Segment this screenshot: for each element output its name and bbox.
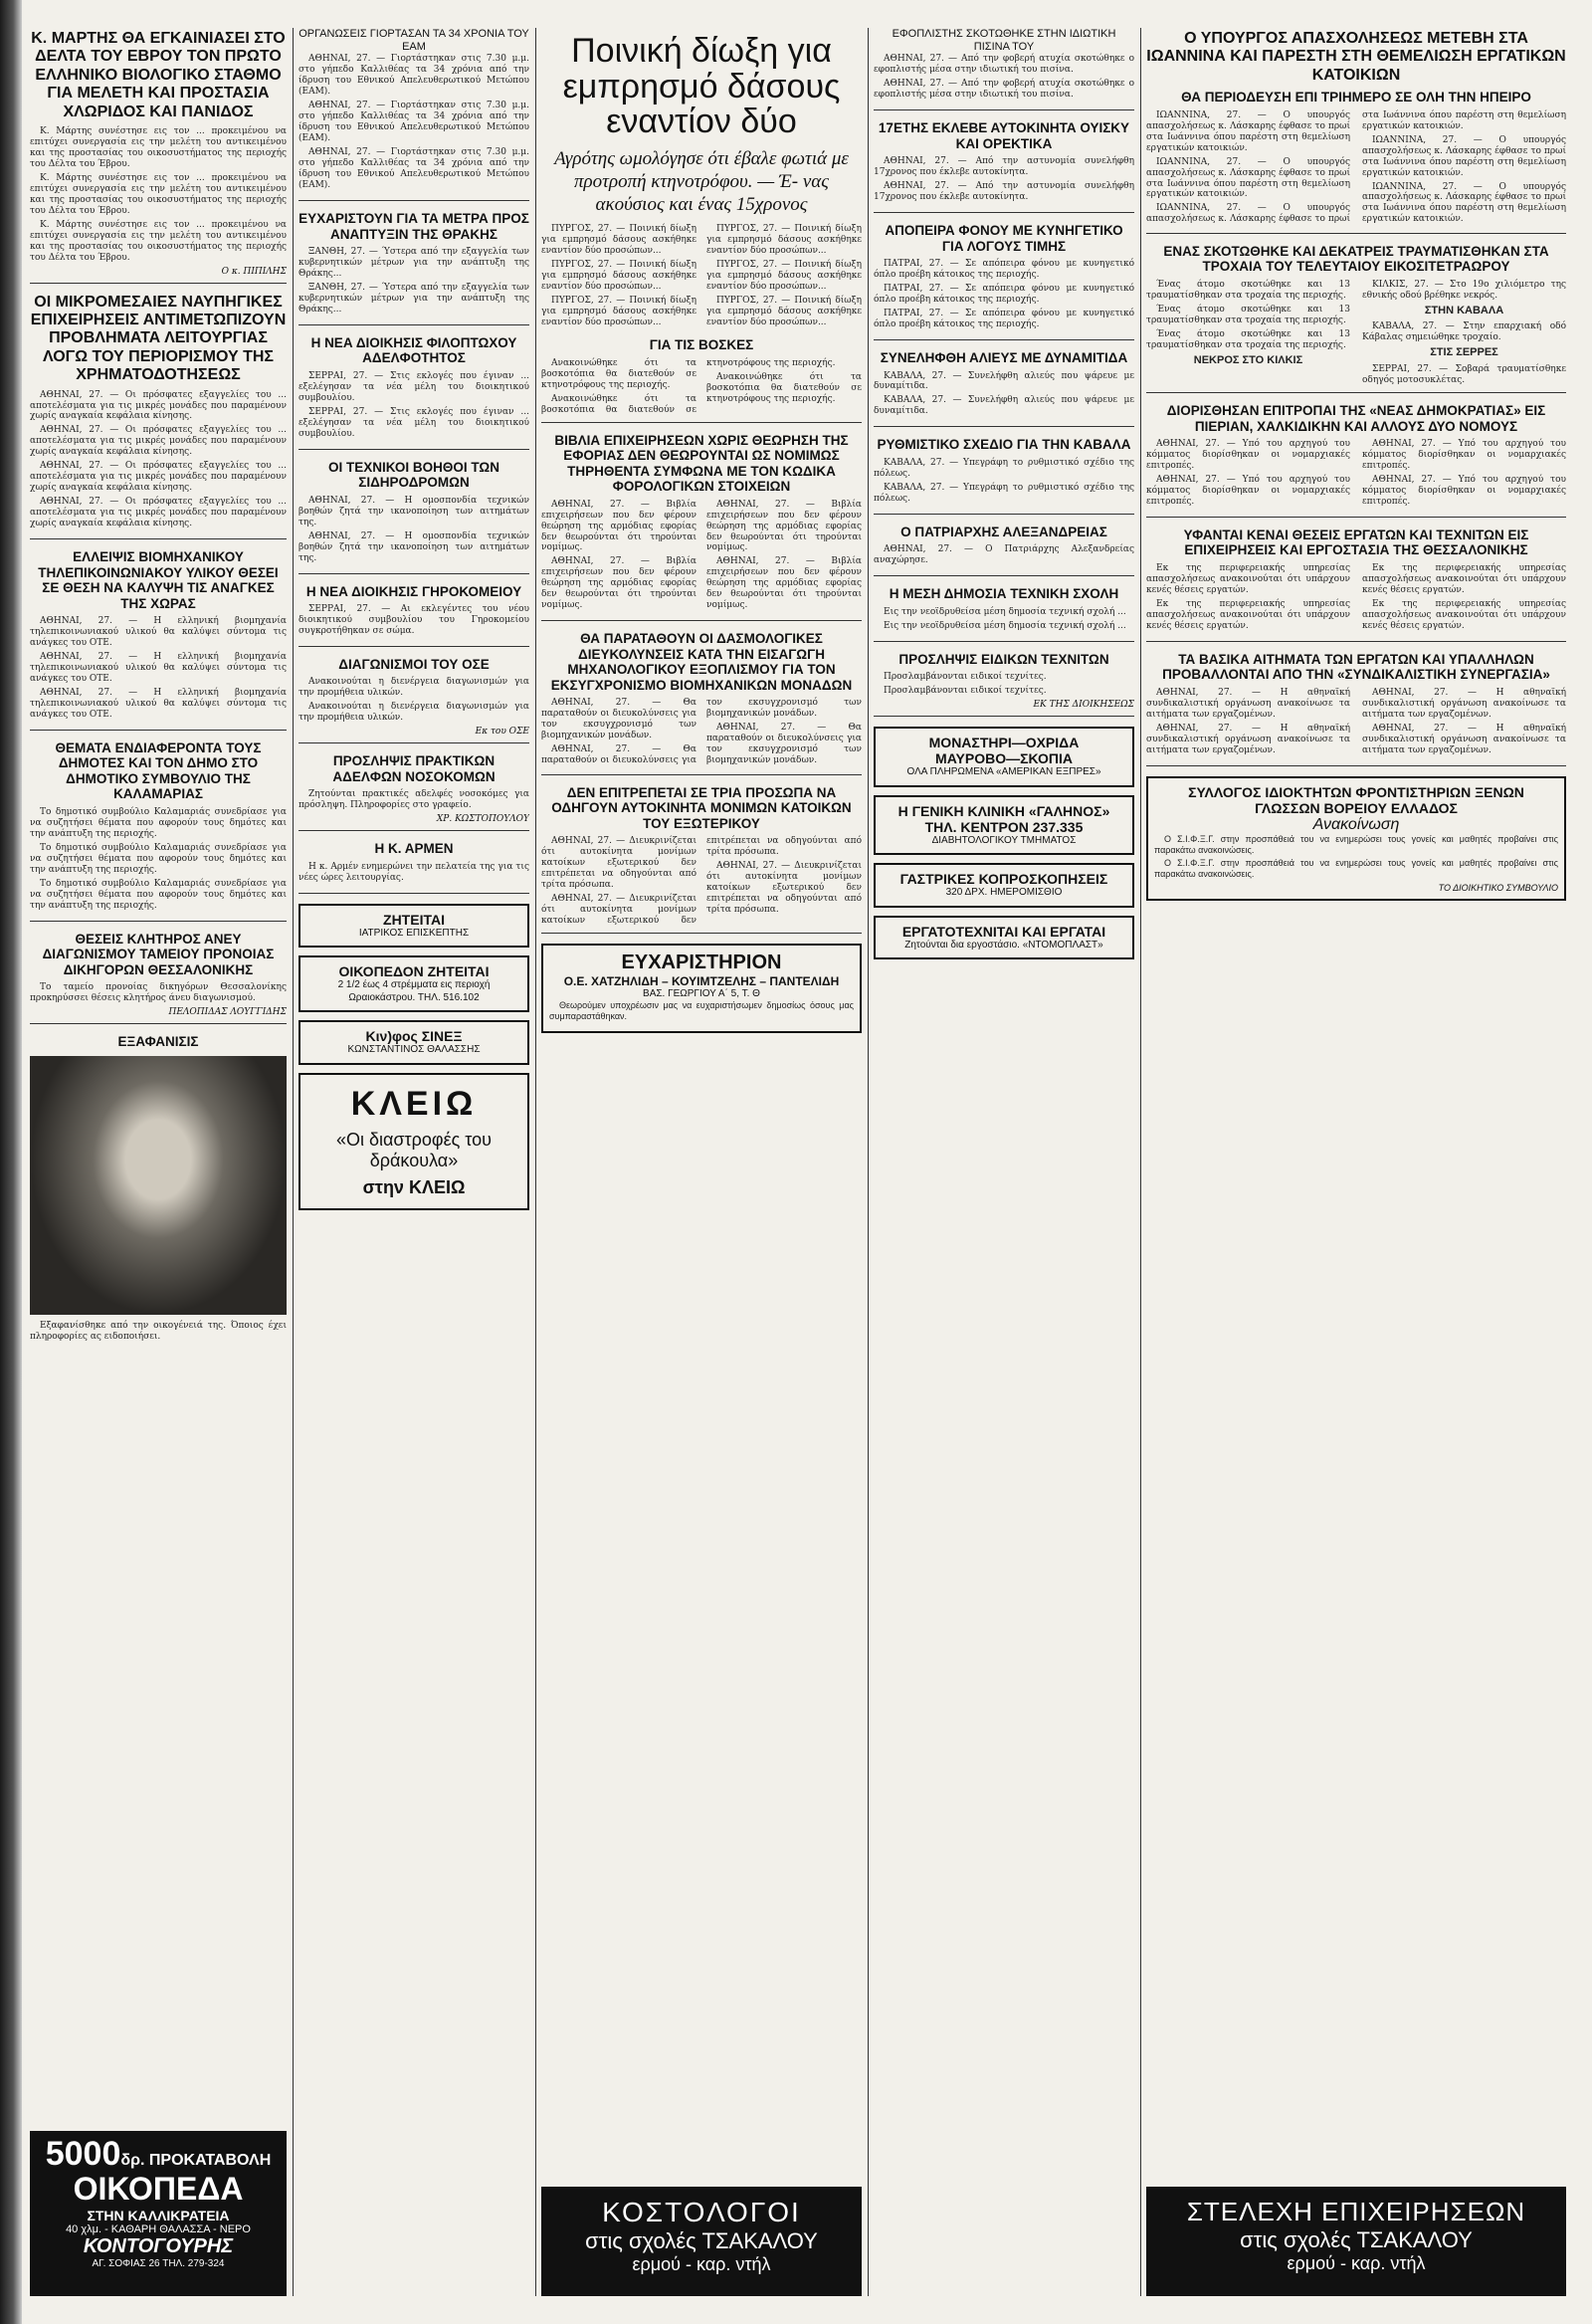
ad-title: ΓΑΣΤΡΙΚΕΣ ΚΟΠΡΟΣΚΟΠΗΣΕΙΣ — [899, 871, 1108, 888]
ad-subtitle: στις σχολές ΤΣΑΚΑΛΟΥ — [1240, 2227, 1473, 2252]
article-headline: ΠΡΟΣΛΗΨΙΣ ΠΡΑΚΤΙΚΩΝ ΑΔΕΛΦΩΝ ΝΟΣΟΚΟΜΩΝ — [332, 753, 496, 784]
article-old-age-home — [298, 584, 529, 647]
article-headline: Η ΝΕΑ ΔΙΟΙΚΗΣΙΣ ΦΙΛΟΠΤΩΧΟΥ ΑΔΕΛΦΟΤΗΤΟΣ — [310, 334, 517, 366]
article-headline: ΔΙΑΓΩΝΙΣΜΟΙ ΤΟΥ ΟΣΕ — [338, 656, 490, 672]
ad-address: ερμού - καρ. ντήλ — [632, 2254, 771, 2274]
notice-title: ΕΞΑΦΑΝΙΣΙΣ — [117, 1034, 199, 1050]
ad-footer: στην ΚΛΕΙΩ — [362, 1176, 466, 1197]
article-dynamite-fisherman — [874, 350, 1134, 427]
article-subheadline: ΝΕΚΡΟΣ ΣΤΟ ΚΙΛΚΙΣ — [1193, 353, 1303, 366]
article-body: ΑΘΗΝΑΙ, 27. — Η ελληνική βιομηχανία τηλεπικοινωνιακού υλικού θα καλύψει σύντομα τις ανάγκες του ΟΤΕ. ΑΘΗΝΑΙ, 27. — Η ελληνική βιομηχανία τηλεπικοινωνιακού υλικού θα καλύψει σύντομα τις ανάγκες του ΟΤΕ. ΑΘΗΝΑΙ, 27. — Η ελληνική βιομηχανία τηλεπικοινωνιακού υλικού θα καλύψει σύντομα τις ανάγκες του ΟΤΕ. — [30, 616, 287, 720]
accountants-school-ad — [541, 2187, 862, 2296]
article-subheadline: ΣΤΗΝ ΚΑΒΑΛΑ — [1424, 304, 1504, 317]
article-caption: Ο κ. ΠΙΠΙΛΗΣ — [221, 266, 287, 277]
ad-subtitle: ΜΑΥΡΟΒΟ—ΣΚΟΠΙΑ — [935, 750, 1073, 767]
ad-phone: ΑΓ. ΣΟΦΙΑΣ 26 ΤΗΛ. 279-324 — [92, 2258, 225, 2269]
main-headline: Ποινική δίωξη για εμπρησμό δάσους εναντίον δύο — [562, 32, 841, 141]
ad-phone: ΤΗΛ. ΚΕΝΤΡΟΝ 237.335 — [924, 818, 1084, 835]
article-headline: ΥΦΑΝΤΑΙ ΚΕΝΑΙ ΘΕΣΕΙΣ ΕΡΓΑΤΩΝ ΚΑΙ ΤΕΧΝΙΤΩΝ ΕΙΣ ΕΠΙΧΕΙΡΗΣΕΙΣ ΚΑΙ ΕΡΓΟΣΤΑΣΙΑ ΤΗΣ ΘΕΣΣΑΛΟΝΙΚΗΣ — [1183, 527, 1529, 558]
article-headline: ΔΕΝ ΕΠΙΤΡΕΠΕΤΑΙ ΣΕ ΤΡΙΑ ΠΡΟΣΩΠΑ ΝΑ ΟΔΗΓΟΥΝ ΑΥΤΟΚΙΝΗΤΑ ΜΟΝΙΜΩΝ ΚΑΤΟΙΚΩΝ ΤΟΥ ΕΞΩΤΕΡΙΚΟΥ — [551, 784, 852, 831]
ad-amount: 5000 — [45, 2135, 121, 2173]
ad-title: Κιν)φος ΣΙΝΕΞ — [365, 1028, 463, 1045]
article-minister-ioannina — [1146, 30, 1566, 234]
article-headline: ΤΑ ΒΑΣΙΚΑ ΑΙΤΗΜΑΤΑ ΤΩΝ ΕΡΓΑΤΩΝ ΚΑΙ ΥΠΑΛΛΗΛΩΝ ΠΡΟΒΑΛΛΟΝΤΑΙ ΑΠΟ ΤΗΝ «ΣΥΝΔΙΚΑΛΙΣΤΙΚΗ ΣΥΝΕΡΓΑΣΙΑ» — [1162, 651, 1550, 683]
notice-body: Εξαφανίσθηκε από την οικογένειά της. Όποιος έχει πληροφορίες ας ειδοποιήσει. — [30, 1320, 287, 1342]
article-headline: Η Κ. ΑΡΜΕΝ — [374, 841, 454, 857]
article-nd-committees — [1146, 403, 1566, 518]
article-subheadline: ΓΙΑ ΤΙΣ ΒΟΣΚΕΣ — [649, 337, 754, 353]
ad-line: 40 χλμ. - ΚΑΘΑΡΗ ΘΑΛΑΣΣΑ - ΝΕΡΟ — [66, 2223, 251, 2235]
article-signature: ΠΕΛΟΠΙΔΑΣ ΛΟΥΓΓΙΔΗΣ — [168, 1007, 287, 1018]
article-headline: ΕΦΟΠΛΙΣΤΗΣ ΣΚΟΤΩΘΗΚΕ ΣΤΗΝ ΙΔΙΩΤΙΚΗ ΠΙΣΙΝΑ ΤΟΥ — [892, 28, 1116, 54]
article-kavala-plan — [874, 437, 1134, 514]
article-vacancies — [1146, 528, 1566, 642]
notice-signature: ΤΟ ΔΙΟΙΚΗΤΙΚΟ ΣΥΜΒΟΥΛΙΟ — [1438, 883, 1558, 894]
ad-body: Ζητούνται δια εργοστάσιο. «ΝΤΟΜΟΠΛΑΣΤ» — [904, 939, 1103, 951]
article-headline: Ο ΥΠΟΥΡΓΟΣ ΑΠΑΣΧΟΛΗΣΕΩΣ ΜΕΤΕΒΗ ΣΤΑ ΙΩΑΝΝΙΝΑ ΚΑΙ ΠΑΡΕΣΤΗ ΣΤΗ ΘΕΜΕΛΙΩΣΗ ΕΡΓΑΤΙΚΩΝ ΚΑΤΟΙΚΙΩΝ — [1146, 30, 1566, 84]
article-road-accidents — [1146, 244, 1566, 393]
ad-footer: ΔΙΑΒΗΤΟΛΟΓΙΚΟΥ ΤΜΗΜΑΤΟΣ — [931, 834, 1077, 846]
article-body: Κ. Μάρτης συνέστησε εις τον ... προκειμένου να επιτύχει συνεργασία εις την μελέτη του αντικειμένου και της προστασίας του οικοσυστήματος της περιοχής του Δέλτα του Έβρου. Κ. Μάρτης συνέστησε εις τον ... προκειμένου να επιτύχει συνεργασία εις την μελέτη του αντικειμένου και της προστασίας του οικοσυστήματος της περιοχής του Δέλτα του Έβρου. Κ. Μάρτης συνέστησε εις τον ... προκειμένου να επιτύχει συνεργασία εις την μελέτη του αντικειμένου και της προστασίας του οικοσυστήματος της περιοχής του Δέλτα του Έβρου. — [30, 125, 287, 263]
article-shipowner-pool — [874, 28, 1134, 110]
page-binding-edge — [0, 0, 22, 2324]
article-union-demands — [1146, 652, 1566, 766]
article-body: ΑΘΗΝΑΙ, 27. — Από την φοβερή ατυχία σκοτώθηκε ο εφοπλιστής μέσα στην ιδιωτική του πισίνα. ΑΘΗΝΑΙ, 27. — Από την φοβερή ατυχία σκοτώθηκε ο εφοπλιστής μέσα στην ιδιωτική του πισίνα. — [874, 54, 1134, 101]
article-signature: ΧΡ. ΚΩΣΤΟΠΟΥΛΟΥ — [436, 814, 529, 825]
ad-brand: ΚΟΝΤΟΓΟΥΡΗΣ — [83, 2235, 234, 2257]
ad-line: ΣΤΗΝ ΚΑΛΛΙΚΡΑΤΕΙΑ — [87, 2208, 230, 2223]
land-ad — [30, 2131, 287, 2296]
article-biological-station — [30, 30, 287, 284]
article-headline: ΠΡΟΣΛΗΨΙΣ ΕΙΔΙΚΩΝ ΤΕΧΝΙΤΩΝ — [898, 651, 1109, 667]
article-body: ΣΕΡΡΑΙ, 27. — Στις εκλογές που έγιναν ... εξελέγησαν τα νέα μέλη του διοικητικού συμβουλίου. ΣΕΡΡΑΙ, 27. — Στις εκλογές που έγιναν ... εξελέγησαν τα νέα μέλη του διοικητικού συμβουλίου. — [298, 370, 529, 439]
article-body: ΑΘΗΝΑΙ, 27. — Υπό του αρχηγού του κόμματος διορίσθηκαν οι νομαρχιακές επιτροπές. ΑΘΗΝΑΙ, 27. — Υπό του αρχηγού του κόμματος διορίσθηκαν οι νομαρχιακές επιτροπές. ΑΘΗΝΑΙ, 27. — Υπό του αρχηγού του κόμματος διορίσθηκαν οι νομαρχιακές επιτροπές. ΑΘΗΝΑΙ, 27. — Υπό του αρχηγού του κόμματος διορίσθηκαν οι νομαρχιακές επιτροπές. — [1146, 439, 1566, 507]
workers-ad — [874, 916, 1134, 960]
ad-title: ΚΛΕΙΩ — [350, 1084, 478, 1123]
article-body: Η κ. Αρμέν ενημερώνει την πελατεία της για τις νέες ώρες λειτουργίας. — [298, 861, 529, 883]
wanted-ad-plot — [298, 955, 529, 1012]
column-rule — [1140, 28, 1141, 2296]
article-signature: Εκ του ΟΣΕ — [475, 727, 529, 738]
ad-unit: δρ. ΠΡΟΚΑΤΑΒΟΛΗ — [120, 2152, 272, 2169]
travel-ad — [874, 727, 1134, 787]
notice-body: Ο Σ.Ι.Φ.Ξ.Γ. στην προσπάθειά του να ενημερώσει τους γονείς και μαθητές προβαίνει στις παρακάτω ανακοινώσεις. Ο Σ.Ι.Φ.Ξ.Γ. στην προσπάθειά του να ενημερώσει τους γονείς και μαθητές προβαίνει στις παρακάτω ανακοινώσεις. — [1154, 833, 1558, 880]
article-headline: ΘΑ ΠΑΡΑΤΑΘΟΥΝ ΟΙ ΔΑΣΜΟΛΟΓΙΚΕΣ ΔΙΕΥΚΟΛΥΝΣΕΙΣ ΚΑΤΑ ΤΗΝ ΕΙΣΑΓΩΓΗ ΜΗΧΑΝΟΛΟΓΙΚΟΥ ΕΞΟΠΛΙΣΜΟΥ ΓΙΑ ΤΟΝ ΕΚΣΥΓΧΡΟΝΙΣΜΟ ΒΙΟΜΗΧΑΝΙΚΩΝ ΜΟΝΑΔΩΝ — [550, 631, 853, 693]
article-technicians-hiring — [874, 652, 1134, 717]
ad-title: ΕΡΓΑΤΟΤΕΧΝΙΤΑΙ ΚΑΙ ΕΡΓΑΤΑΙ — [901, 923, 1106, 940]
column-1 — [30, 28, 287, 2296]
wanted-ad-visitor — [298, 904, 529, 949]
article-body: ΙΩΑΝΝΙΝΑ, 27. — Ο υπουργός απασχολήσεως κ. Λάσκαρης έφθασε το πρωί στα Ιωάννινα όπου παρέστη στη θεμελίωση εργατικών κατοικιών. ΙΩΑΝΝΙΝΑ, 27. — Ο υπουργός απασχολήσεως κ. Λάσκαρης έφθασε το πρωί στα Ιωάννινα όπου παρέστη στη θεμελίωση εργατικών κατοικιών. ΙΩΑΝΝΙΝΑ, 27. — Ο υπουργός απασχολήσεως κ. Λάσκαρης έφθασε το πρωί στα Ιωάννινα όπου παρέστη στη θεμελίωση εργατικών κατοικιών. ΙΩΑΝΝΙΝΑ, 27. — Ο υπουργός απασχολήσεως κ. Λάσκαρης έφθασε το πρωί στα Ιωάννινα όπου παρέστη στη θεμελίωση εργατικών κατοικιών. ΙΩΑΝΝΙΝΑ, 27. — Ο υπουργός απασχολήσεως κ. Λάσκαρης έφθασε το πρωί στα Ιωάννινα όπου παρέστη στη θεμελίωση εργατικών κατοικιών. — [1146, 109, 1566, 225]
article-headline: Ο ΠΑΤΡΙΑΡΧΗΣ ΑΛΕΞΑΝΔΡΕΙΑΣ — [900, 524, 1107, 539]
article-headline: 17ΕΤΗΣ ΕΚΛΕΒΕ ΑΥΤΟΚΙΝΗΤΑ ΟΥΙΣΚΥ ΚΑΙ ΟΡΕΚΤΙΚΑ — [878, 120, 1130, 151]
article-body: Προσλαμβάνονται ειδικοί τεχνίτες. Προσλαμβάνονται ειδικοί τεχνίτες. — [884, 672, 1047, 697]
article-technical-school — [874, 586, 1134, 641]
thanks-notice — [541, 944, 862, 1033]
article-headline: ΟΡΓΑΝΩΣΕΙΣ ΓΙΟΡΤΑΣΑΝ ΤΑ 34 ΧΡΟΝΙΑ ΤΟΥ ΕΑΜ — [298, 28, 529, 54]
article-headline: ΒΙΒΛΙΑ ΕΠΙΧΕΙΡΗΣΕΩΝ ΧΩΡΙΣ ΘΕΩΡΗΣΗ ΤΗΣ ΕΦΟΡΙΑΣ ΔΕΝ ΘΕΩΡΟΥΝΤΑΙ ΩΣ ΝΟΜΙΜΩΣ ΤΗΡΗΘΕΝΤΑ ΣΥΜΦΩΝΑ ΜΕ ΤΟΝ ΚΩΔΙΚΑ ΦΟΡΟΛΟΓΙΚΩΝ ΣΤΟΙΧΕΙΩΝ — [554, 432, 849, 495]
article-headline: ΕΝΑΣ ΣΚΟΤΩΘΗΚΕ ΚΑΙ ΔΕΚΑΤΡΕΙΣ ΤΡΑΥΜΑΤΙΣΘΗΚΑΝ ΣΤΑ ΤΡΟΧΑΙΑ ΤΟΥ ΤΕΛΕΥΤΑΙΟΥ ΕΙΚΟΣΙΤΕΤΡΑΩΡΟΥ — [1163, 243, 1549, 275]
column-5 — [1146, 28, 1566, 2296]
article-body: ΑΘΗΝΑΙ, 27. — Γιορτάστηκαν στις 7.30 μ.μ. στο γήπεδο Καλλιθέας τα 34 χρόνια από την ίδρυση του Εθνικού Απελευθερωτικού Μετώπου (ΕΑΜ). ΑΘΗΝΑΙ, 27. — Γιορτάστηκαν στις 7.30 μ.μ. στο γήπεδο Καλλιθέας τα 34 χρόνια από την ίδρυση του Εθνικού Απελευθερωτικού Μετώπου (ΕΑΜ). ΑΘΗΝΑΙ, 27. — Γιορτάστηκαν στις 7.30 μ.μ. στο γήπεδο Καλλιθέας τα 34 χρόνια από την ίδρυση του Εθνικού Απελευθερωτικού Μετώπου (ΕΑΜ). — [298, 54, 529, 191]
ad-body: 320 ΔΡΧ. ΗΜΕΡΟΜΙΣΘΙΟ — [945, 887, 1063, 899]
article-kalamaria-council — [30, 740, 287, 922]
article-thrace-measures — [298, 211, 529, 325]
article-body: Ανακοινούται η διενέργεια διαγωνισμών για την προμήθεια υλικών. Ανακοινούται η διενέργεια διαγωνισμών για την προμήθεια υλικών. — [298, 677, 529, 724]
ad-subtitle: «Οι διαστροφές του δράκουλα» — [336, 1129, 492, 1170]
notice-title: ΕΥΧΑΡΙΣΤΗΡΙΟΝ — [621, 951, 782, 973]
article-headline: Η ΜΕΣΗ ΔΗΜΟΣΙΑ ΤΕΧΝΙΚΗ ΣΧΟΛΗ — [889, 586, 1119, 602]
main-body: ΠΥΡΓΟΣ, 27. — Ποινική δίωξη για εμπρησμό δάσους ασκήθηκε εναντίον δύο προσώπων... ΠΥΡΓΟΣ, 27. — Ποινική δίωξη για εμπρησμό δάσους ασκήθηκε εναντίον δύο προσώπων... ΠΥΡΓΟΣ, 27. — Ποινική δίωξη για εμπρησμό δάσους ασκήθηκε εναντίον δύο προσώπων... ΠΥΡΓΟΣ, 27. — Ποινική δίωξη για εμπρησμό δάσους ασκήθηκε εναντίον δύο προσώπων... ΠΥΡΓΟΣ, 27. — Ποινική δίωξη για εμπρησμό δάσους ασκήθηκε εναντίον δύο προσώπων... ΠΥΡΓΟΣ, 27. — Ποινική δίωξη για εμπρησμό δάσους ασκήθηκε εναντίον δύο προσώπων... — [541, 224, 862, 328]
ad-title: ΟΙΚΟΠΕΔΑ — [73, 2171, 244, 2207]
language-schools-notice — [1146, 776, 1566, 902]
clinic-ad — [874, 795, 1134, 856]
article-telecom-industry — [30, 549, 287, 731]
lab-ad — [874, 863, 1134, 908]
article-teen-thief — [874, 120, 1134, 213]
article-body: ΑΘΗΝΑΙ, 27. — Βιβλία επιχειρήσεων που δεν φέρουν θεώρηση της αρμόδιας εφορίας δεν θεωρούνται ότι τηρούνται νομίμως. ΑΘΗΝΑΙ, 27. — Βιβλία επιχειρήσεων που δεν φέρουν θεώρηση της αρμόδιας εφορίας δεν θεωρούνται ότι τηρούνται νομίμως. ΑΘΗΝΑΙ, 27. — Βιβλία επιχειρήσεων που δεν φέρουν θεώρηση της αρμόδιας εφορίας δεν θεωρούνται ότι τηρούνται νομίμως. ΑΘΗΝΑΙ, 27. — Βιβλία επιχειρήσεων που δεν φέρουν θεώρηση της αρμόδιας εφορίας δεν θεωρούνται ότι τηρούνται νομίμως. — [541, 499, 862, 611]
article-shipyards — [30, 294, 287, 540]
article-body: ΞΑΝΘΗ, 27. — Ύστερα από την εξαγγελία των κυβερνητικών μέτρων για την ανάπτυξη της Θράκης... ΞΑΝΘΗ, 27. — Ύστερα από την εξαγγελία των κυβερνητικών μέτρων για την ανάπτυξη της Θράκης... — [298, 247, 529, 315]
article-body: ΑΘΗΝΑΙ, 27. — Ο Πατριάρχης Αλεξανδρείας αναχώρησε. — [874, 544, 1134, 566]
article-headline: Κ. ΜΑΡΤΗΣ ΘΑ ΕΓΚΑΙΝΙΑΣΕΙ ΣΤΟ ΔΕΛΤΑ ΤΟΥ ΕΒΡΟΥ ΤΟΝ ΠΡΩΤΟ ΕΛΛΗΝΙΚΟ ΒΙΟΛΟΓΙΚΟ ΣΤΑΘΜΟ ΓΙΑ ΜΕΛΕΤΗ ΚΑΙ ΠΡΟΣΤΑΣΙΑ ΧΛΩΡΙΔΟΣ ΚΑΙ ΠΑΝΙΔΟΣ — [31, 30, 286, 120]
article-subheadline: ΣΤΙΣ ΣΕΡΡΕΣ — [1430, 346, 1498, 359]
article-body: ΑΘΗΝΑΙ, 27. — Θα παραταθούν οι διευκολύνσεις για τον εκσυγχρονισμό των βιομηχανικών μονάδων. ΑΘΗΝΑΙ, 27. — Θα παραταθούν οι διευκολύνσεις για τον εκσυγχρονισμό των βιομηχανικών μονάδων. ΑΘΗΝΑΙ, 27. — Θα παραταθούν οι διευκολύνσεις για τον εκσυγχρονισμό των βιομηχανικών μονάδων. — [541, 698, 862, 766]
column-3 — [541, 28, 862, 2296]
article-body: Εις την νεοϊδρυθείσα μέση δημοσία τεχνική σχολή ... Εις την νεοϊδρυθείσα μέση δημοσία τεχνική σχολή ... — [884, 606, 1126, 631]
article-body: Ζητούνται πρακτικές αδελφές νοσοκόμες για πρόσληψη. Πληροφορίες στο γραφείο. — [298, 789, 529, 811]
article-armen — [298, 841, 529, 893]
ad-subtitle: στις σχολές ΤΣΑΚΑΛΟΥ — [585, 2228, 818, 2253]
kleio-cinema-ad — [298, 1073, 529, 1210]
article-lawyers-fund — [30, 932, 287, 1024]
article-headline: ΘΕΣΕΙΣ ΚΛΗΤΗΡΟΣ ΑΝΕΥ ΔΙΑΓΩΝΙΣΜΟΥ ΤΑΜΕΙΟΥ ΠΡΟΝΟΙΑΣ ΔΙΚΗΓΟΡΩΝ ΘΕΣΣΑΛΟΝΙΚΗΣ — [42, 931, 275, 977]
article-foreign-cars — [541, 785, 862, 934]
ad-title: ΚΟΣΤΟΛΟΓΟΙ — [602, 2197, 801, 2227]
article-body: ΣΕΡΡΑΙ, 27. — Αι εκλεγέντες του νέου διοικητικού συμβουλίου του Γηροκομείου συγκροτήθηκαν σε σώμα. — [298, 604, 529, 636]
article-headline: ΘΕΜΑΤΑ ΕΝΔΙΑΦΕΡΟΝΤΑ ΤΟΥΣ ΔΗΜΟΤΕΣ ΚΑΙ ΤΟΝ ΔΗΜΟ ΣΤΟ ΔΗΜΟΤΙΚΟ ΣΥΜΒΟΥΛΙΟ ΤΗΣ ΚΑΛΑΜΑΡΙΑΣ — [55, 739, 262, 802]
article-body: ΑΘΗΝΑΙ, 27. — Η ομοσπονδία τεχνικών βοηθών ζητά την ικανοποίηση των αιτημάτων της. ΑΘΗΝΑΙ, 27. — Η ομοσπονδία τεχνικών βοηθών ζητά την ικανοποίηση των αιτημάτων της. — [298, 495, 529, 563]
executives-school-ad — [1146, 2187, 1566, 2296]
ad-body: ΙΑΤΡΙΚΟΣ ΕΠΙΣΚΕΠΤΗΣ — [358, 927, 470, 939]
column-4 — [874, 28, 1134, 2296]
article-headline: ΕΥΧΑΡΙΣΤΟΥΝ ΓΙΑ ΤΑ ΜΕΤΡΑ ΠΡΟΣ ΑΝΑΠΤΥΞΙΝ ΤΗΣ ΘΡΑΚΗΣ — [298, 211, 529, 242]
ad-body: 2 1/2 έως 4 στρέμματα εις περιοχή Ωραιοκάστρου. ΤΗΛ. 516.102 — [337, 979, 491, 1003]
article-railway-technicians — [298, 460, 529, 574]
article-headline: Η ΝΕΑ ΔΙΟΙΚΗΣΙΣ ΓΗΡΟΚΟΜΕΙΟΥ — [305, 583, 522, 599]
ad-title: ΟΙΚΟΠΕΔΟΝ ΖΗΤΕΙΤΑΙ — [338, 963, 490, 980]
notice-body: Θεωρούμεν υποχρέωσιν μας να ευχαριστήσωμεν δημοσίως όσους μας συμπαραστάθηκαν. — [549, 1000, 854, 1022]
article-body: ΑΘΗΝΑΙ, 27. — Διευκρινίζεται ότι αυτοκίνητα μονίμων κατοίκων εξωτερικού δεν επιτρέπεται να οδηγούνται από τρίτα πρόσωπα. ΑΘΗΝΑΙ, 27. — Διευκρινίζεται ότι αυτοκίνητα μονίμων κατοίκων εξωτερικού δεν επιτρέπεται να οδηγούνται από τρίτα πρόσωπα. ΑΘΗΝΑΙ, 27. — Διευκρινίζεται ότι αυτοκίνητα μονίμων κατοίκων εξωτερικού δεν επιτρέπεται να οδηγούνται από τρίτα πρόσωπα. — [541, 836, 862, 926]
article-body: Εκ της περιφερειακής υπηρεσίας απασχολήσεως ανακοινούται ότι υπάρχουν κενές θέσεις εργατών. Εκ της περιφερειακής υπηρεσίας απασχολήσεως ανακοινούται ότι υπάρχουν κενές θέσεις εργατών. Εκ της περιφερειακής υπηρεσίας απασχολήσεως ανακοινούται ότι υπάρχουν κενές θέσεις εργατών. Εκ της περιφερειακής υπηρεσίας απασχολήσεως ανακοινούται ότι υπάρχουν κενές θέσεις εργατών. — [1146, 562, 1566, 631]
ad-title: Η ΓΕΝΙΚΗ ΚΛΙΝΙΚΗ «ΓΑΛΗΝΟΣ» — [897, 802, 1110, 819]
article-body: Το δημοτικό συμβούλιο Καλαμαριάς συνεδρίασε για να συζητήσει θέματα που αφορούν τους δημότες και την ανάπτυξη της περιοχής. Το δημοτικό συμβούλιο Καλαμαριάς συνεδρίασε για να συζητήσει θέματα που αφορούν τους δημότες και την ανάπτυξη της περιοχής. Το δημοτικό συμβούλιο Καλαμαριάς συνεδρίασε για να συζητήσει θέματα που αφορούν τους δημότες και την ανάπτυξη της περιοχής. — [30, 807, 287, 911]
notice-title: ΣΥΛΛΟΓΟΣ ΙΔΙΟΚΤΗΤΩΝ ΦΡΟΝΤΙΣΤΗΡΙΩΝ ΞΕΝΩΝ ΓΛΩΣΣΩΝ ΒΟΡΕΙΟΥ ΕΛΛΑΔΟΣ — [1188, 783, 1524, 816]
column-rule — [293, 28, 294, 2296]
ad-title: ΣΤΕΛΕΧΗ ΕΠΙΧΕΙΡΗΣΕΩΝ — [1186, 2197, 1526, 2226]
missing-person-notice — [30, 1034, 287, 1351]
notice-subtitle: Ο.Ε. ΧΑΤΖΗΛΙΔΗ – ΚΟΥΙΜΤΖΕΛΗΣ – ΠΑΝΤΕΛΙΔΗ — [563, 973, 840, 988]
article-signature: ΕΚ ΤΗΣ ΔΙΟΙΚΗΣΕΩΣ — [1033, 700, 1134, 711]
notice-address: ΒΑΣ. ΓΕΩΡΓΙΟΥ Α΄ 5, Τ. Θ — [643, 987, 760, 999]
article-headline: ΟΙ ΜΙΚΡΟΜΕΣΑΙΕΣ ΝΑΥΠΗΓΙΚΕΣ ΕΠΙΧΕΙΡΗΣΕΙΣ ΑΝΤΙΜΕΤΩΠΙΖΟΥΝ ΠΡΟΒΛΗΜΑΤΑ ΛΕΙΤΟΥΡΓΙΑΣ ΛΟΓΩ ΤΟΥ ΠΕΡΙΟΡΙΣΜΟΥ ΤΗΣ ΧΡΗΜΑΤΟΔΟΤΗΣΕΩΣ — [30, 293, 287, 384]
missing-person-photo — [30, 1056, 287, 1315]
article-subheadline: ΘΑ ΠΕΡΙΟΔΕΥΣΗ ΕΠΙ ΤΡΙΗΜΕΡΟ ΣΕ ΟΛΗ ΤΗΝ ΗΠΕΙΡΟ — [1181, 90, 1531, 106]
main-story-arson — [541, 34, 862, 423]
article-body: ΑΘΗΝΑΙ, 27. — Η αθηναϊκή συνδικαλιστική οργάνωση ανακοίνωσε τα αιτήματα των εργαζομένων. ΑΘΗΝΑΙ, 27. — Η αθηναϊκή συνδικαλιστική οργάνωση ανακοίνωσε τα αιτήματα των εργαζομένων. ΑΘΗΝΑΙ, 27. — Η αθηναϊκή συνδικαλιστική οργάνωση ανακοίνωσε τα αιτήματα των εργαζομένων. ΑΘΗΝΑΙ, 27. — Η αθηναϊκή συνδικαλιστική οργάνωση ανακοίνωσε τα αιτήματα των εργαζομένων. — [1146, 687, 1566, 755]
article-patriarch — [874, 525, 1134, 576]
article-attempted-murder — [874, 223, 1134, 340]
article-business-books — [541, 433, 862, 622]
article-body: ΑΘΗΝΑΙ, 27. — Οι πρόσφατες εξαγγελίες του ... αποτελέσματα για τις μικρές μονάδες που παραμένουν χωρίς αναγκαία κεφάλαια κίνησης. ΑΘΗΝΑΙ, 27. — Οι πρόσφατες εξαγγελίες του ... αποτελέσματα για τις μικρές μονάδες που παραμένουν χωρίς αναγκαία κεφάλαια κίνησης. ΑΘΗΝΑΙ, 27. — Οι πρόσφατες εξαγγελίες του ... αποτελέσματα για τις μικρές μονάδες που παραμένουν χωρίς αναγκαία κεφάλαια κίνησης. ΑΘΗΝΑΙ, 27. — Οι πρόσφατες εξαγγελίες του ... αποτελέσματα για τις μικρές μονάδες που παραμένουν χωρίς αναγκαία κεφάλαια κίνησης. — [30, 389, 287, 529]
main-lead: Αγρότης ωμολόγησε ότι έβαλε φωτιά με προτροπή κτηνοτρόφου. — Έ- νας ακούσιος και ένας 15χρονος — [554, 148, 849, 215]
article-body: Ανακοινώθηκε ότι τα βοσκοτόπια θα διατεθούν σε κτηνοτρόφους της περιοχής. Ανακοινώθηκε ότι τα βοσκοτόπια θα διατεθούν σε κτηνοτρόφους της περιοχής. Ανακοινώθηκε ότι τα βοσκοτόπια θα διατεθούν σε κτηνοτρόφους της περιοχής. — [541, 357, 862, 415]
article-eam-anniversary — [298, 28, 529, 201]
column-rule — [535, 28, 536, 2296]
article-headline: ΑΠΟΠΕΙΡΑ ΦΟΝΟΥ ΜΕ ΚΥΝΗΓΕΤΙΚΟ ΓΙΑ ΛΟΓΟΥΣ ΤΙΜΗΣ — [885, 223, 1123, 254]
ad-body: ΟΛΑ ΠΛΗΡΩΜΕΝΑ «ΑΜΕΡΙΚΑΝ ΕΞΠΡΕΣ» — [906, 766, 1101, 778]
article-body: ΚΑΒΑΛΑ, 27. — Υπεγράφη το ρυθμιστικό σχέδιο της πόλεως. ΚΑΒΑΛΑ, 27. — Υπεγράφη το ρυθμιστικό σχέδιο της πόλεως. — [874, 457, 1134, 504]
article-headline: ΡΥΘΜΙΣΤΙΚΟ ΣΧΕΔΙΟ ΓΙΑ ΤΗΝ ΚΑΒΑΛΑ — [877, 437, 1131, 453]
cinema-ad — [298, 1020, 529, 1065]
ad-title: ΖΗΤΕΙΤΑΙ — [383, 911, 445, 928]
article-body: ΚΑΒΑΛΑ, 27. — Συνελήφθη αλιεύς που ψάρευε με δυναμίτιδα. ΚΑΒΑΛΑ, 27. — Συνελήφθη αλιεύς που ψάρευε με δυναμίτιδα. — [874, 370, 1134, 417]
article-body: Ένας άτομο σκοτώθηκε και 13 τραυματίσθηκαν στα τροχαία της περιοχής. Ένας άτομο σκοτώθηκε και 13 τραυματίσθηκαν στα τροχαία της περιοχής. Ένας άτομο σκοτώθηκε και 13 τραυματίσθηκαν στα τροχαία της περιοχής. ΝΕΚΡΟΣ ΣΤΟ ΚΙΛΚΙΣ ΚΙΛΚΙΣ, 27. — Στο 19ο χιλιόμετρο της εθνικής οδού βρέθηκε νεκρός. ΣΤΗΝ ΚΑΒΑΛΑ ΚΑΒΑΛΑ, 27. — Στην επαρχιακή οδό Κάβαλας σημειώθηκε τροχαίο. ΣΤΙΣ ΣΕΡΡΕΣ ΣΕΡΡΑΙ, 27. — Σοβαρά τραυματίσθηκε οδηγός μοτοσυκλέτας. — [1146, 279, 1566, 386]
article-headline: ΕΛΛΕΙΨΙΣ ΒΙΟΜΗΧΑΝΙΚΟΥ ΤΗΛΕΠΙΚΟΙΝΩΝΙΑΚΟΥ ΥΛΙΚΟΥ ΘΕΣΕΙ ΣΕ ΘΕΣΗ ΝΑ ΚΑΛΥΨΗ ΤΙΣ ΑΝΑΓΚΕΣ ΤΗΣ ΧΩΡΑΣ — [38, 549, 279, 611]
notice-subtitle: Ανακοίνωση — [1312, 815, 1400, 833]
article-headline: ΟΙ ΤΕΧΝΙΚΟΙ ΒΟΗΘΟΙ ΤΩΝ ΣΙΔΗΡΟΔΡΟΜΩΝ — [328, 459, 499, 491]
article-body: ΑΘΗΝΑΙ, 27. — Από την αστυνομία συνελήφθη 17χρονος που έκλεβε αυτοκίνητα. ΑΘΗΝΑΙ, 27. — Από την αστυνομία συνελήφθη 17χρονος που έκλεβε αυτοκίνητα. — [874, 156, 1134, 203]
article-philoptochos-board — [298, 335, 529, 450]
ad-title: ΜΟΝΑΣΤΗΡΙ—ΟΧΡΙΔΑ — [928, 735, 1080, 751]
article-nurses-hiring — [298, 753, 529, 831]
article-headline: ΣΥΝΕΛΗΦΘΗ ΑΛΙΕΥΣ ΜΕ ΔΥΝΑΜΙΤΙΔΑ — [880, 350, 1128, 365]
article-ose-tenders — [298, 657, 529, 743]
article-body: Το ταμείο προνοίας δικηγόρων Θεσσαλονίκης προκηρύσσει θέσεις κλητήρος άνευ διαγωνισμού. — [30, 982, 287, 1004]
article-customs-facilities — [541, 631, 862, 774]
article-headline: ΔΙΟΡΙΣΘΗΣΑΝ ΕΠΙΤΡΟΠΑΙ ΤΗΣ «ΝΕΑΣ ΔΗΜΟΚΡΑΤΙΑΣ» ΕΙΣ ΠΙΕΡΙΑΝ, ΧΑΛΚΙΔΙΚΗΝ ΚΑΙ ΑΛΛΟΥΣ ΔΥΟ ΝΟΜΟΥΣ — [1166, 403, 1546, 434]
article-body: ΠΑΤΡΑΙ, 27. — Σε απόπειρα φόνου με κυνηγετικό όπλο προέβη κάτοικος της περιοχής. ΠΑΤΡΑΙ, 27. — Σε απόπειρα φόνου με κυνηγετικό όπλο προέβη κάτοικος της περιοχής. ΠΑΤΡΑΙ, 27. — Σε απόπειρα φόνου με κυνηγετικό όπλο προέβη κάτοικος της περιοχής. — [874, 259, 1134, 330]
column-rule — [868, 28, 869, 2296]
ad-body: ΚΩΝΣΤΑΝΤΙΝΟΣ ΘΑΛΑΣΣΗΣ — [347, 1044, 481, 1056]
column-2 — [298, 28, 529, 2296]
ad-address: ερμού - καρ. ντήλ — [1287, 2253, 1426, 2273]
